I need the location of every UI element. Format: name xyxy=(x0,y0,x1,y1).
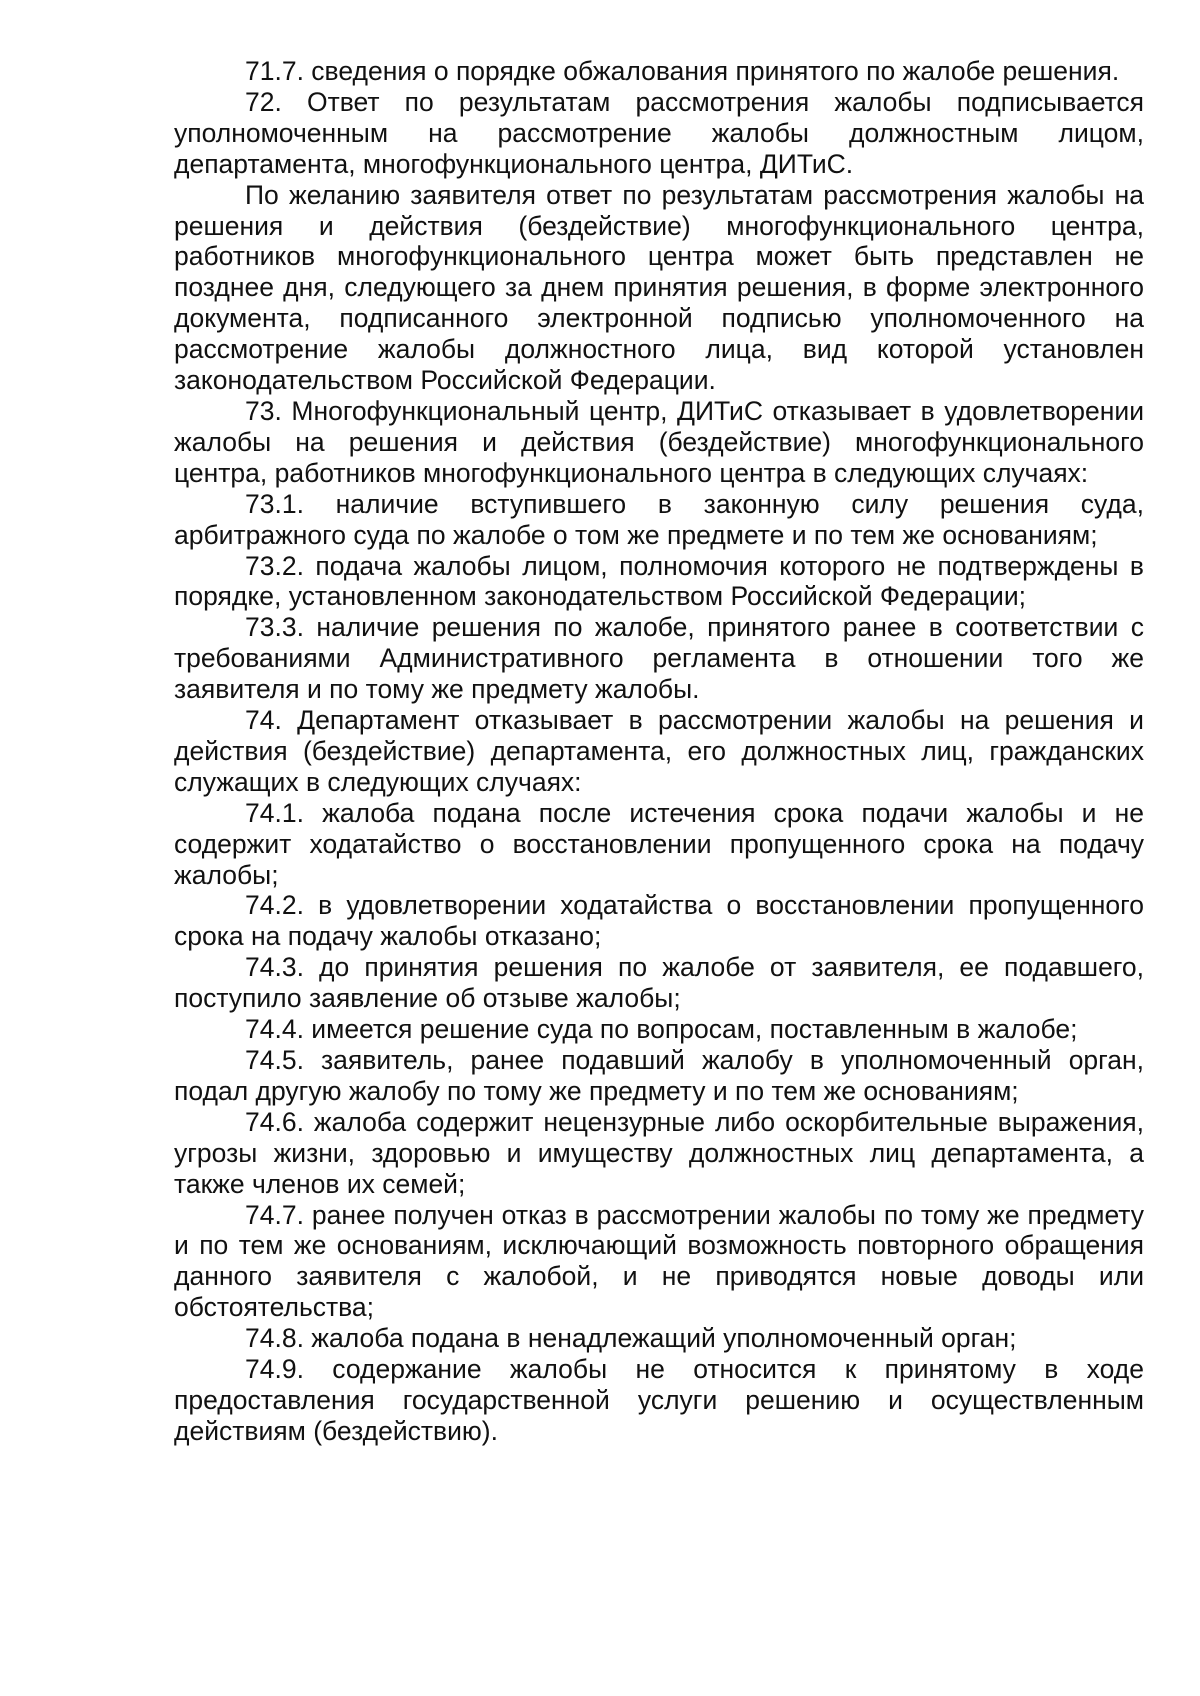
paragraph-74-1: 74.1. жалоба подана после истечения срока подачи жалобы и не содержит ходатайство о восстановлении пропущенного срока на подачу жалобы; xyxy=(174,797,1144,890)
paragraph-74-3: 74.3. до принятия решения по жалобе от заявителя, ее подавшего, поступило заявление об отзыве жалобы; xyxy=(174,952,1144,1014)
paragraph-74-6: 74.6. жалоба содержит нецензурные либо оскорбительные выражения, угрозы жизни, здоровью и имуществу должностных лиц департамента, а также членов их семей; xyxy=(174,1106,1144,1199)
paragraph-73-1: 73.1. наличие вступившего в законную силу решения суда, арбитражного суда по жалобе о том же предмете и по тем же основаниям; xyxy=(174,488,1144,550)
paragraph-74: 74. Департамент отказывает в рассмотрении жалобы на решения и действия (бездействие) департамента, его должностных лиц, гражданских служащих в следующих случаях: xyxy=(174,705,1144,797)
paragraph-74-5: 74.5. заявитель, ранее подавший жалобу в уполномоченный орган, подал другую жалобу по тому же предмету и по тем же основаниям; xyxy=(174,1045,1144,1106)
paragraph-73-3: 73.3. наличие решения по жалобе, принятого ранее в соответствии с требованиями Административного регламента в отношении того же заявителя и по тому же предмету жалобы. xyxy=(174,612,1144,705)
paragraph-74-7: 74.7. ранее получен отказ в рассмотрении жалобы по тому же предмету и по тем же основаниям, исключающий возможность повторного обращения данного заявителя с жалобой, и не приводятся новые доводы или обстоятельства; xyxy=(174,1199,1144,1323)
paragraph-72-electronic-answer: По желанию заявителя ответ по результатам рассмотрения жалобы на решения и действия (бездействие) многофункционального центра, работников многофункционального центра может быть представлен не позднее дня, следующего за днем принятия решения, в форме электронного документа, подписанного электронной подписью уполномоченного на рассмотрение жалобы должностного лица, вид которой установлен законодательством Российской Федерации. xyxy=(174,179,1144,396)
paragraph-71-7: 71.7. сведения о порядке обжалования принятого по жалобе решения. xyxy=(245,56,1120,86)
paragraph-74-4: 74.4. имеется решение суда по вопросам, поставленным в жалобе; xyxy=(245,1014,1078,1045)
paragraph-72: 72. Ответ по результатам рассмотрения жалобы подписывается уполномоченным на рассмотрение жалобы должностным лицом, департамента, многофункционального центра, ДИТиС. xyxy=(174,86,1144,179)
paragraph-74-2: 74.2. в удовлетворении ходатайства о восстановлении пропущенного срока на подачу жалобы отказано; xyxy=(174,890,1144,952)
paragraph-73-2: 73.2. подача жалобы лицом, полномочия которого не подтверждены в порядке, установленном законодательством Российской Федерации; xyxy=(174,550,1144,612)
document-text xyxy=(174,56,1144,1447)
paragraph-74-8: 74.8. жалоба подана в ненадлежащий уполномоченный орган; xyxy=(245,1323,1017,1354)
paragraph-73: 73. Многофункциональный центр, ДИТиС отказывает в удовлетворении жалобы на решения и действия (бездействие) многофункционального центра, работников многофункционального центра в следующих случаях: xyxy=(174,395,1144,488)
paragraph-74-9: 74.9. содержание жалобы не относится к принятому в ходе предоставления государственной услуги решению и осуществленным действиям (бездействию). xyxy=(174,1354,1144,1446)
